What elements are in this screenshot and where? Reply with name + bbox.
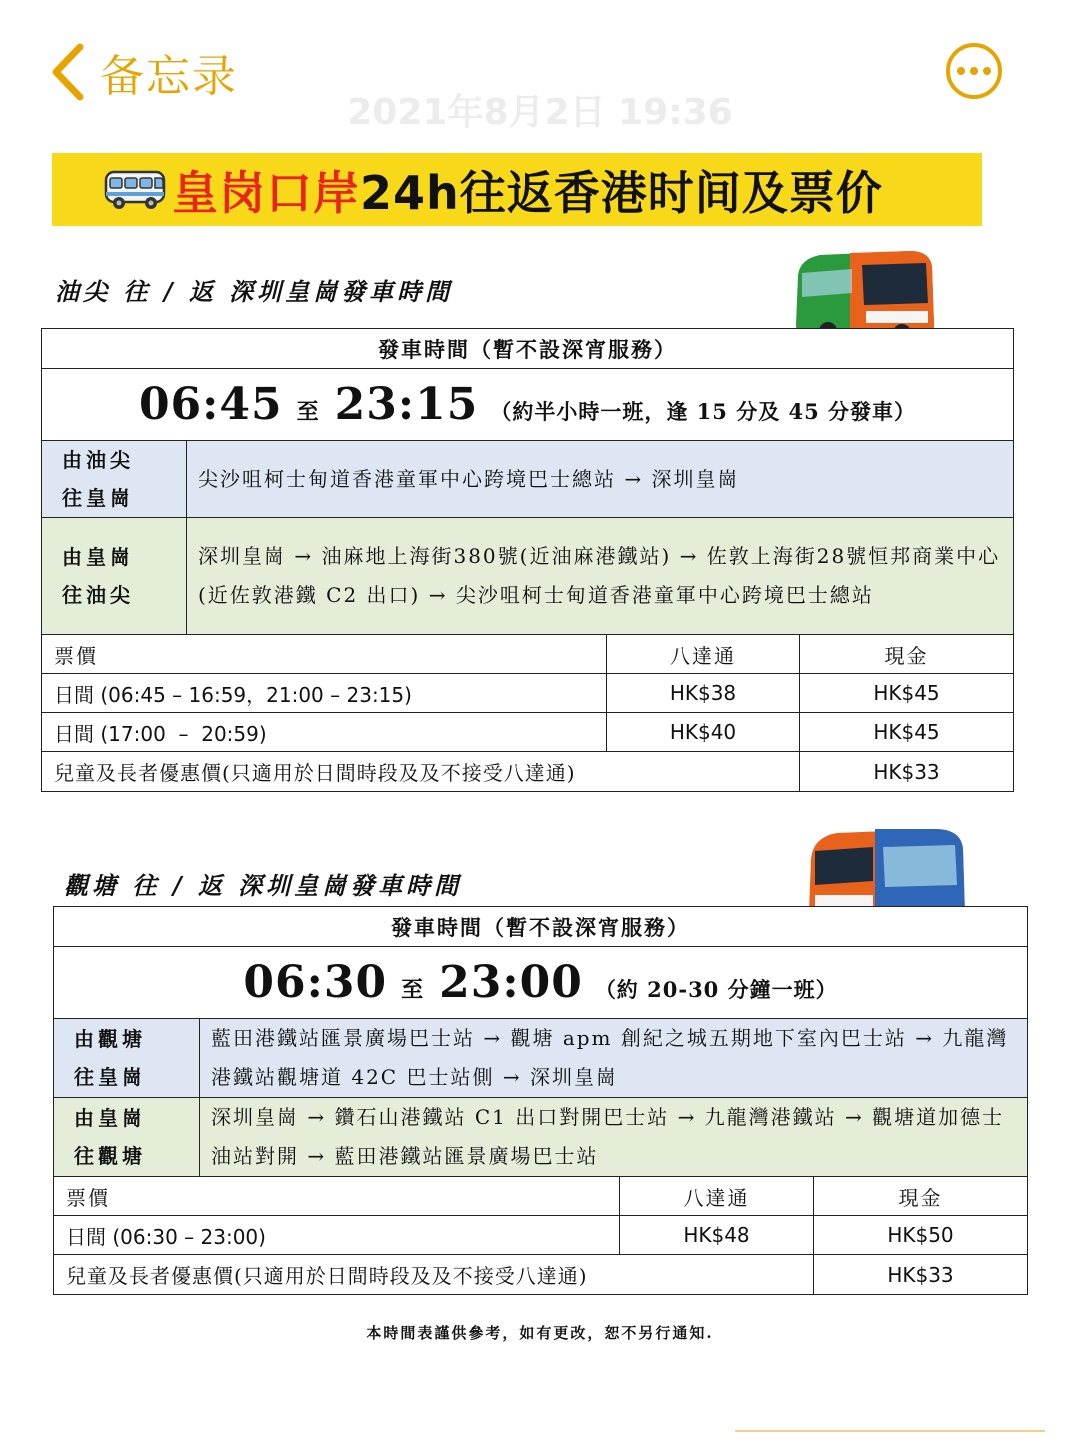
banner-title-red: 皇岗口岸 (172, 165, 360, 220)
route-row-outbound (54, 1019, 1028, 1098)
route-stops-inbound: 深圳皇崗 → 油麻地上海街380號(近油麻港鐵站) → 佐敦上海街28號恒邦商業中心(近佐敦港鐵 C2 出口) → 尖沙咀柯士甸道香港童軍中心跨境巴士總站 (187, 518, 1014, 635)
more-options-icon (957, 67, 965, 75)
end-time: 23:00 (439, 957, 583, 1008)
banner-title-black: 24h往返香港时间及票价 (360, 165, 883, 220)
to-word: 至 (401, 977, 426, 1003)
concession-row (54, 1255, 1028, 1295)
fare-header-row (42, 635, 1014, 674)
section-heading-yau-tsim: 油尖 往 / 返 深圳皇崗發車時間 (55, 277, 454, 306)
frequency-note: （約 20-30 分鐘一班） (594, 977, 838, 1002)
disclaimer-note: 本時間表謹供參考，如有更改，恕不另行通知. (366, 1324, 714, 1342)
schedule-table-yau-tsim (41, 328, 1014, 792)
fare-period: 日間 (06:45 – 16:59，21:00 – 23:15) (42, 674, 607, 713)
route-row-inbound (42, 518, 1014, 635)
concession-price: HK$33 (814, 1255, 1028, 1295)
concession-label: 兒童及長者優惠價(只適用於日間時段及及不接受八達通) (54, 1255, 814, 1295)
fare-label: 票價 (54, 1177, 620, 1216)
concession-label: 兒童及長者優惠價(只適用於日間時段及及不接受八達通) (42, 752, 800, 792)
route-stops-inbound: 深圳皇崗 → 鑽石山港鐵站 C1 出口對開巴士站 → 九龍灣港鐵站 → 觀塘道加德士油站對開 → 藍田港鐵站匯景廣場巴士站 (200, 1098, 1028, 1177)
fare-row (42, 713, 1014, 752)
fare-header-row (54, 1177, 1028, 1216)
top-bar (0, 0, 1080, 133)
route-row-inbound (54, 1098, 1028, 1177)
note-timestamp: 2021年8月2日 19:36 (347, 92, 733, 133)
minibus-emoji-icon (104, 168, 166, 212)
service-hours (54, 947, 1028, 1019)
start-time: 06:45 (138, 379, 283, 430)
route-label-inbound: 由皇崗 往油尖 (42, 518, 187, 635)
cash-column-header: 現金 (814, 1177, 1028, 1216)
fare-octopus: HK$40 (607, 713, 800, 752)
to-word: 至 (296, 399, 321, 425)
banner-title (172, 157, 883, 223)
fare-period: 日間 (06:30 – 23:00) (54, 1216, 620, 1255)
route-label-inbound: 由皇崗 往觀塘 (54, 1098, 200, 1177)
end-time: 23:15 (334, 379, 479, 430)
route-stops-outbound: 尖沙咀柯士甸道香港童軍中心跨境巴士總站 → 深圳皇崗 (187, 441, 1014, 518)
fare-cash: HK$45 (800, 713, 1014, 752)
fare-row (42, 674, 1014, 713)
home-indicator-line (735, 1430, 1045, 1432)
section-heading-kwun-tong: 觀塘 往 / 返 深圳皇崗發車時間 (64, 871, 463, 900)
service-hours (42, 369, 1014, 441)
cash-column-header: 現金 (800, 635, 1014, 674)
octopus-column-header: 八達通 (607, 635, 800, 674)
route-label-outbound: 由油尖 往皇崗 (42, 441, 187, 518)
fare-row (54, 1216, 1028, 1255)
schedule-table-kwun-tong (53, 906, 1028, 1295)
concession-price: HK$33 (800, 752, 1014, 792)
back-label: 备忘录 (100, 51, 238, 102)
service-hours-header: 發車時間（暫不設深宵服務） (54, 907, 1028, 947)
start-time: 06:30 (243, 957, 388, 1008)
fare-label: 票價 (42, 635, 607, 674)
route-label-outbound: 由觀塘 往皇崗 (54, 1019, 200, 1098)
service-hours-header: 發車時間（暫不設深宵服務） (42, 329, 1014, 369)
fare-cash: HK$50 (814, 1216, 1028, 1255)
fare-octopus: HK$38 (607, 674, 800, 713)
fare-cash: HK$45 (800, 674, 1014, 713)
title-banner (52, 153, 982, 226)
route-stops-outbound: 藍田港鐵站匯景廣場巴士站 → 觀塘 apm 創紀之城五期地下室內巴士站 → 九龍灣港鐵站觀塘道 42C 巴士站側 → 深圳皇崗 (200, 1019, 1028, 1098)
fare-period: 日間 (17:00 – 20:59) (42, 713, 607, 752)
fare-octopus: HK$48 (620, 1216, 814, 1255)
octopus-column-header: 八達通 (620, 1177, 814, 1216)
more-options-button[interactable] (946, 43, 1002, 99)
concession-row (42, 752, 1014, 792)
frequency-note: （約半小時一班，逢 15 分及 45 分發車） (490, 399, 917, 424)
route-row-outbound (42, 441, 1014, 518)
